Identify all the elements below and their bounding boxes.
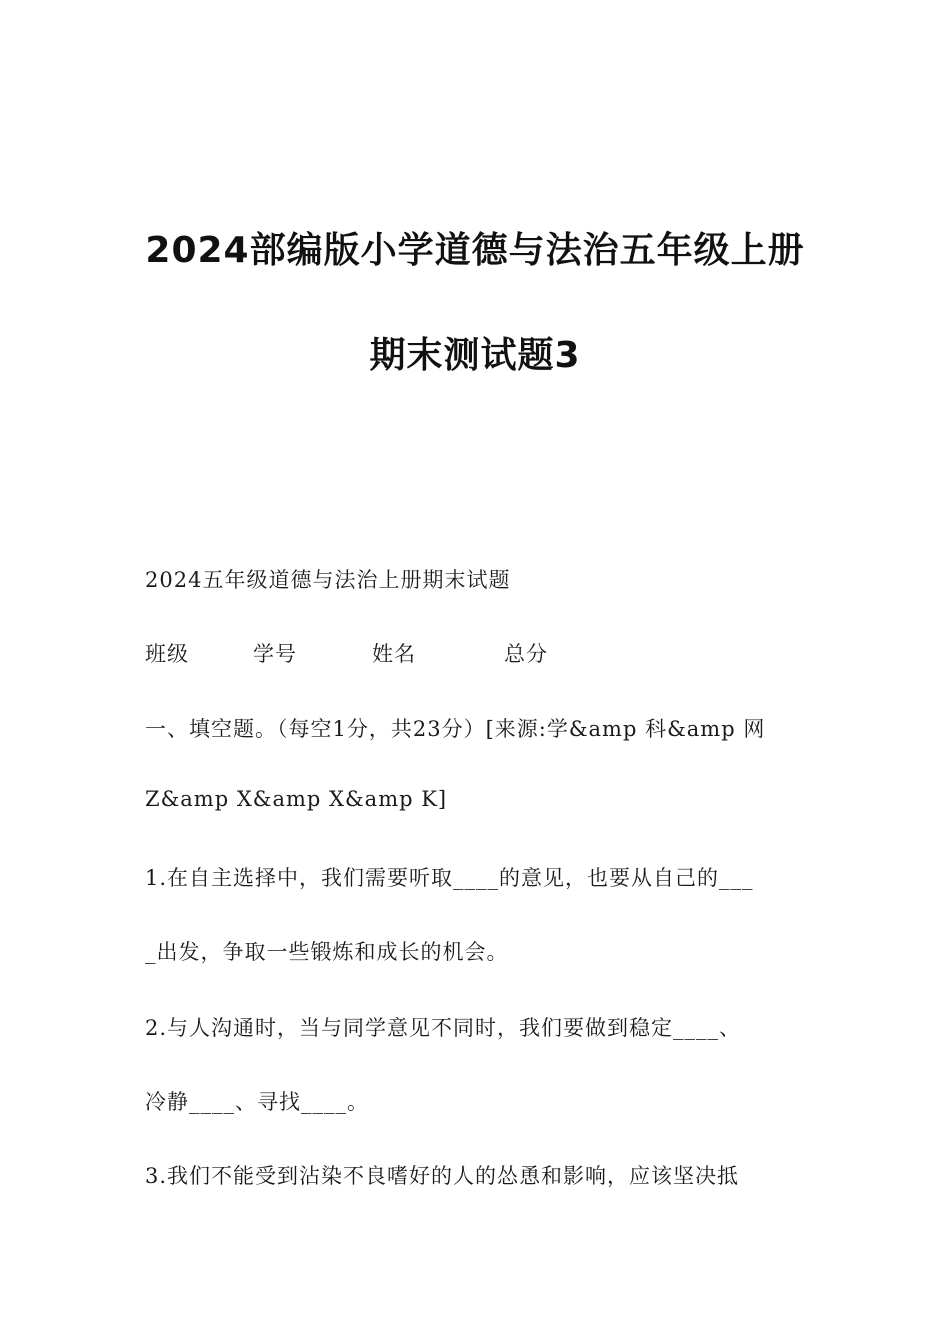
document-title-line1: 2024部编版小学道德与法治五年级上册 xyxy=(145,230,805,271)
question-1-line2: _出发，争取一些锻炼和成长的机会。 xyxy=(145,940,509,964)
exam-subtitle: 2024五年级道德与法治上册期末试题 xyxy=(145,568,511,592)
section-heading-line1: 一、填空题。（每空1分，共23分）[来源:学&amp 科&amp 网 xyxy=(145,717,766,741)
total-score-label: 总分 xyxy=(504,642,548,666)
class-label: 班级 xyxy=(145,642,189,666)
question-2-line2: 冷静____、寻找____。 xyxy=(145,1090,369,1114)
question-3-line1: 3.我们不能受到沾染不良嗜好的人的怂恿和影响，应该坚决抵 xyxy=(145,1164,740,1188)
section-heading-line2: Z&amp X&amp X&amp K] xyxy=(145,787,448,811)
name-label: 姓名 xyxy=(372,642,416,666)
question-2-line1: 2.与人沟通时，当与同学意见不同时，我们要做到稳定____、 xyxy=(145,1016,742,1040)
student-number-label: 学号 xyxy=(253,642,297,666)
question-1-line1: 1.在自主选择中，我们需要听取____的意见，也要从自己的___ xyxy=(145,866,754,890)
document-title-line2: 期末测试题3 xyxy=(369,335,581,376)
